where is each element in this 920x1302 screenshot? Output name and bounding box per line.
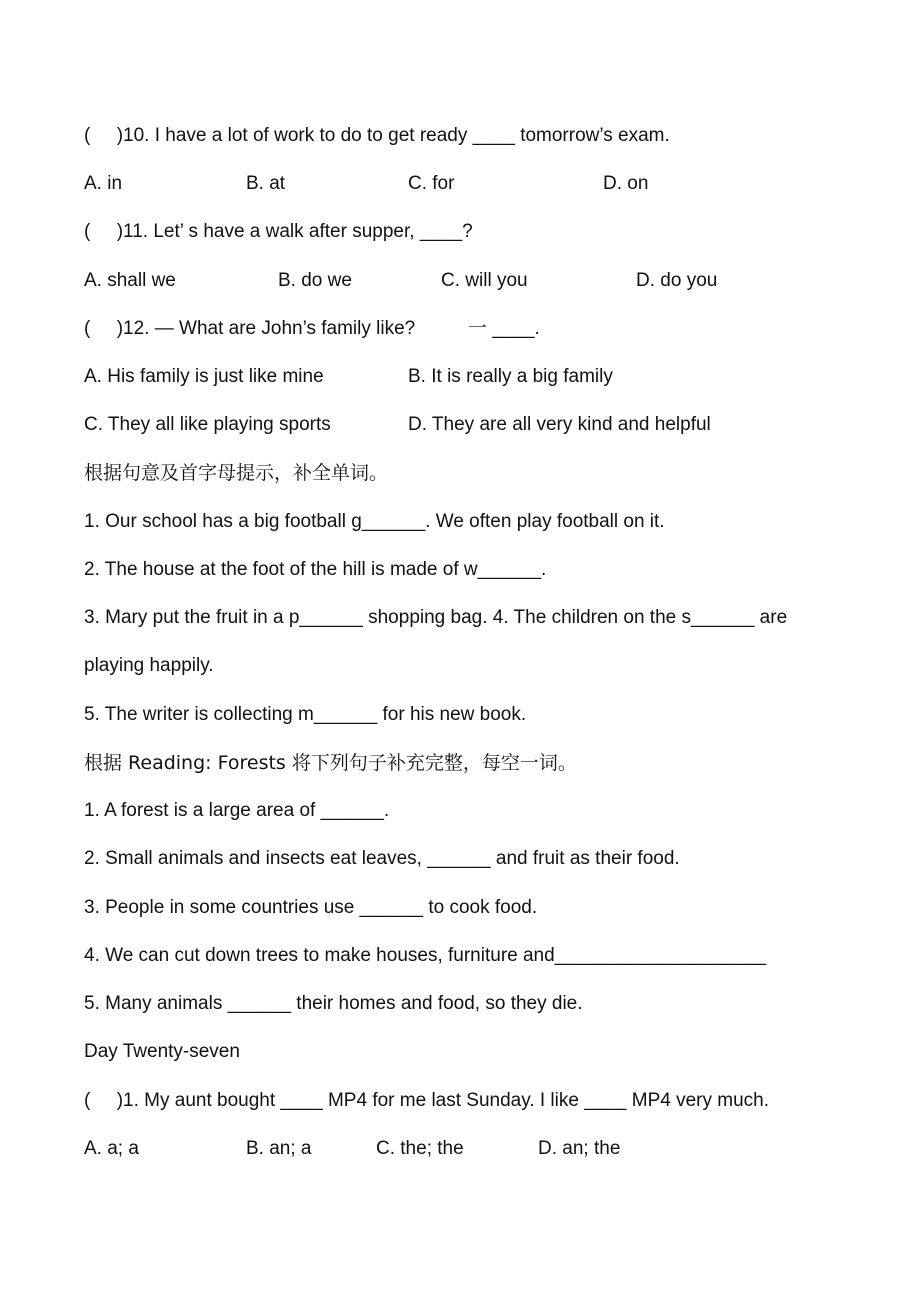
day-title: Day Twenty-seven [84,1041,240,1062]
question-1-stem: ( )1. My aunt bought ____ MP4 for me last Sunday. I like ____ MP4 very much. [84,1090,770,1111]
question-11-option-c: C. will you [441,270,528,291]
question-1-option-a: A. a; a [84,1138,139,1159]
question-1-option-d: D. an; the [538,1138,621,1159]
question-11-option-d: D. do you [636,270,718,291]
question-10-option-c: C. for [408,173,455,194]
word-completion-item: playing happily. [84,655,214,676]
question-11-option-a: A. shall we [84,270,176,291]
reading-item: 2. Small animals and insects eat leaves, ______ and fruit as their food. [84,848,680,869]
section-reading-heading: 根据 Reading: Forests 将下列句子补充完整，每空一词。 [84,752,577,774]
word-completion-item: 2. The house at the foot of the hill is made of w______. [84,559,547,580]
question-10-stem: ( )10. I have a lot of work to do to get ready ____ tomorrow’s exam. [84,125,670,146]
word-completion-item: 1. Our school has a big football g______. We often play football on it. [84,511,665,532]
question-11-option-b: B. do we [278,270,352,291]
question-10-option-b: B. at [246,173,286,194]
question-12-option-a: A. His family is just like mine [84,366,324,387]
question-12-option-b: B. It is really a big family [408,366,613,387]
reading-item: 5. Many animals ______ their homes and food, so they die. [84,993,583,1014]
question-12-option-d: D. They are all very kind and helpful [408,414,711,435]
question-1-option-b: B. an; a [246,1138,312,1159]
reading-item: 4. We can cut down trees to make houses, furniture and____________________ [84,945,767,966]
word-completion-item: 5. The writer is collecting m______ for his new book. [84,704,527,725]
question-12-option-c: C. They all like playing sports [84,414,331,435]
question-12-stem: ( )12. — What are John’s family like? 一 ____. [84,318,540,339]
word-completion-item: 3. Mary put the fruit in a p______ shopping bag. 4. The children on the s______ are [84,607,788,628]
question-10-option-d: D. on [603,173,649,194]
question-11-stem: ( )11. Let’ s have a walk after supper, ____? [84,221,473,242]
section-word-completion-heading: 根据句意及首字母提示，补全单词。 [84,462,389,484]
reading-item: 3. People in some countries use ______ to cook food. [84,897,538,918]
question-10-option-a: A. in [84,173,123,194]
reading-item: 1. A forest is a large area of ______. [84,800,390,821]
question-1-option-c: C. the; the [376,1138,464,1159]
